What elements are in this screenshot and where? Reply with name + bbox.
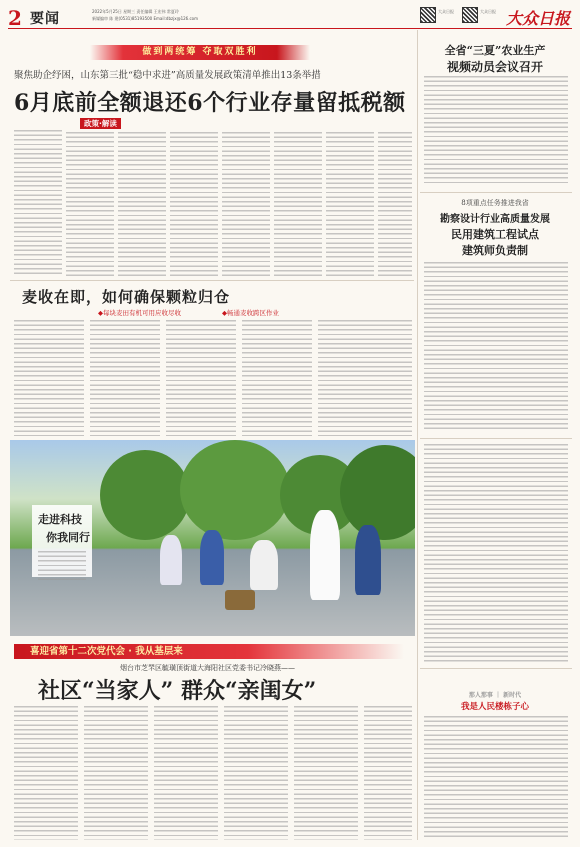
wheat-column-4 — [242, 320, 312, 436]
qr-code-icon — [462, 7, 478, 23]
lead-column-4 — [170, 132, 218, 276]
lead-column-2 — [66, 132, 114, 276]
right-headline-2-line3: 建筑师负责制 — [462, 244, 528, 257]
congress-headline: 社区“当家人” 群众“亲闺女” — [38, 678, 317, 704]
right-kicker: 8项重点任务推进我省 — [461, 199, 529, 207]
lead-column-7 — [326, 132, 374, 276]
congress-banner: 喜迎省第十二次党代会 · 我从基层来 — [14, 644, 404, 659]
congress-column-4 — [224, 706, 288, 840]
wheat-headline: 麦收在即，如何确保颗粒归仓 — [22, 288, 231, 306]
wheat-column-5 — [318, 320, 412, 436]
newspaper-logo: 大众日报 — [505, 9, 570, 28]
page-number: 2 — [8, 6, 22, 30]
right-headline-2-line2: 民用建筑工程试点 — [451, 228, 539, 241]
congress-subtitle: 烟台市芝罘区毓璜顶街道大海阳社区党委书记冷晓燕—— — [120, 664, 295, 672]
wheat-column-2 — [90, 320, 160, 436]
congress-column-5 — [294, 706, 358, 840]
photo-caption-title-1: 走进科技 — [38, 513, 82, 526]
wheat-subtitle-2: ◆畅通麦收跨区作业 — [222, 309, 279, 317]
lead-column-6 — [274, 132, 322, 276]
photo-caption — [32, 505, 92, 577]
photo-caption-title-2: 你我同行 — [46, 531, 90, 544]
right-headline-1-line1: 全省“三夏”农业生产 — [444, 44, 546, 57]
issue-date: 2022年5月25日 星期三 责任编辑 王宏伟 常夏玲 — [92, 9, 179, 14]
right-brief-news — [424, 444, 568, 664]
right-headline-1-line2: 视频动员会议召开 — [446, 60, 543, 74]
wheat-column-3 — [166, 320, 236, 436]
right-article-2-body — [424, 262, 568, 432]
lead-column-8 — [378, 132, 412, 276]
congress-column-6 — [364, 706, 412, 840]
lead-column-1 — [14, 130, 62, 276]
column-title: 那人那事 ｜ 新时代 — [468, 692, 522, 699]
right-article-1-body — [424, 76, 568, 186]
wheat-column-1 — [14, 320, 84, 436]
right-headline-2-line1: 勘察设计行业高质量发展 — [440, 214, 550, 225]
lead-headline: 6月底前全额退还6个行业存量留抵税额 — [14, 90, 406, 116]
lead-column-3 — [118, 132, 166, 276]
qr-code-icon — [420, 7, 436, 23]
column-subtitle: 我是人民楼栋子心 — [460, 702, 529, 712]
photo-caption-body — [38, 551, 86, 581]
policy-tag: 政策·解读 — [80, 118, 121, 129]
right-column-body — [424, 716, 568, 840]
lead-column-5 — [222, 132, 270, 276]
wheat-subtitle-1: ◆每块麦田有机可用应收尽收 — [98, 309, 181, 317]
theme-banner: 做到两统筹 夺取双胜利 — [90, 45, 310, 60]
lead-supertitle: 聚焦助企纾困，山东第三批“稳中求进”高质量发展政策清单推出13条举措 — [14, 70, 321, 81]
qr-label-right: 大众日报 — [480, 9, 496, 14]
congress-column-3 — [154, 706, 218, 840]
section-name: 要闻 — [30, 11, 60, 27]
congress-column-2 — [84, 706, 148, 840]
qr-label-left: 大众日报 — [438, 9, 454, 14]
editor-contact: 新媒编审 陈 建(0531)85193500 Email:dbzjx@126.com — [92, 16, 199, 21]
congress-column-1 — [14, 706, 78, 840]
